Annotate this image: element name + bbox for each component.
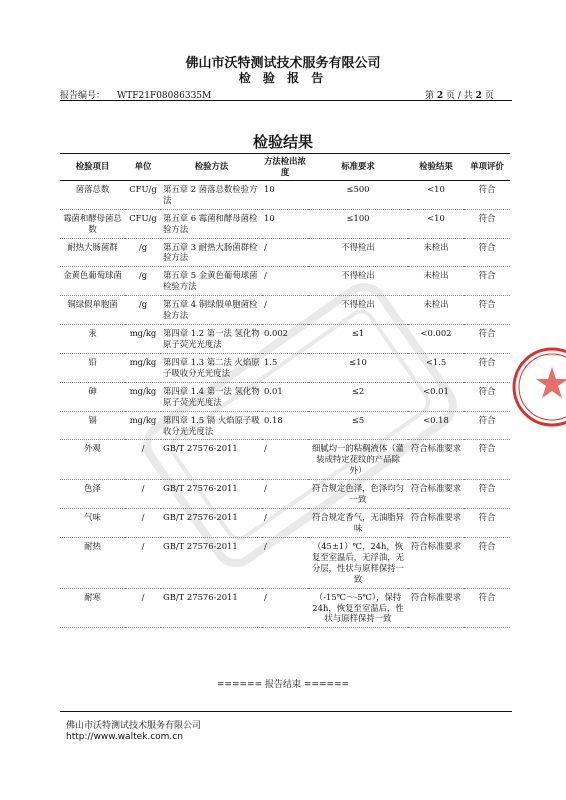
results-title: 检验结果 [252,133,313,151]
cell-unit: / [125,480,161,509]
cell-evaluation: 符合 [464,238,510,267]
cell-result: 符合标准要求 [408,588,464,628]
table-row [60,537,510,588]
footer-divider [60,711,512,712]
cell-item: 耐寒 [60,588,125,628]
table-row [60,509,510,538]
cell-unit: mg/kg [125,353,161,382]
cell-requirement: ≤5 [308,411,408,440]
cell-result: <0.01 [408,382,464,411]
cell-unit: / [125,537,161,588]
cell-detection-limit: / [262,238,308,267]
cell-item: 色泽 [60,480,125,509]
cell-detection-limit: / [262,296,308,325]
cell-method: 第五章 2 菌落总数检验方法 [161,180,262,209]
cell-requirement: 不得检出 [308,267,408,296]
cell-result: <1.5 [408,353,464,382]
footer-company: 佛山市沃特测试技术服务有限公司 [66,721,202,731]
cell-unit: CFU/g [125,180,161,209]
cell-unit: /g [125,267,161,296]
cell-result: 符合标准要求 [408,440,464,480]
cell-detection-limit: / [262,588,308,628]
cell-unit: / [125,509,161,538]
cell-item: 砷 [60,382,125,411]
table-row [60,440,510,480]
cell-item: 菌落总数 [60,180,125,209]
cell-requirement: （45±1）℃，24h，恢复至室温后，无浮油，无分层，性状与原样保持一致 [308,537,408,588]
cell-result: 未检出 [408,238,464,267]
report-end-marker: ====== 报告结束 ====== [216,680,350,690]
cell-item: 耐热 [60,537,125,588]
col-header-detection-limit: 方法检出浓度 [262,154,308,181]
cell-evaluation: 符合 [464,209,510,238]
cell-evaluation: 符合 [464,480,510,509]
cell-result: 符合标准要求 [408,537,464,588]
col-header-result: 检验结果 [408,154,464,181]
cell-detection-limit: / [262,537,308,588]
table-row [60,480,510,509]
cell-item: 汞 [60,325,125,354]
cell-requirement: （-15℃～-5℃），保持24h，恢复至室温后，性状与原样保持一致 [308,588,408,628]
cell-method: 第四章 1.4 第一法 氢化物原子荧光光度法 [161,382,262,411]
cell-evaluation: 符合 [464,382,510,411]
report-number-value: WTF21F08086335M [117,91,212,101]
table-row [60,353,510,382]
cell-detection-limit: / [262,509,308,538]
cell-unit: mg/kg [125,382,161,411]
cell-unit: /g [125,238,161,267]
cell-requirement: 符合规定香气，无油脂异味 [308,509,408,538]
cell-evaluation: 符合 [464,180,510,209]
table-row [60,382,510,411]
cell-item: 气味 [60,509,125,538]
cell-requirement: 细腻均一的粘稠液体（灌装成特定花纹的产品除外） [308,440,408,480]
cell-result: 符合标准要求 [408,480,464,509]
report-title: 检 验 报 告 [238,71,328,85]
cell-method: 第五章 6 霉菌和酵母菌检验方法 [161,209,262,238]
page-current: 2 [436,91,444,101]
cell-method: GB/T 27576-2011 [161,480,262,509]
table-row [60,411,510,440]
cell-evaluation: 符合 [464,440,510,480]
cell-detection-limit: 1.5 [262,353,308,382]
table-header-row [60,154,510,181]
cell-item: 外观 [60,440,125,480]
cell-method: GB/T 27576-2011 [161,588,262,628]
cell-requirement: 符合规定色泽，色泽均匀一致 [308,480,408,509]
cell-result: <10 [408,209,464,238]
cell-evaluation: 符合 [464,267,510,296]
cell-requirement: ≤100 [308,209,408,238]
cell-method: 第四章 1.2 第一法 氢化物原子荧光光度法 [161,325,262,354]
cell-requirement: 不得检出 [308,238,408,267]
cell-item: 铅 [60,353,125,382]
cell-detection-limit: / [262,267,308,296]
seal-graphic [510,345,566,429]
cell-item: 耐热大肠菌群 [60,238,125,267]
company-seal [510,345,566,429]
header-divider [60,100,512,101]
cell-evaluation: 符合 [464,325,510,354]
cell-result: <10 [408,180,464,209]
cell-result: 符合标准要求 [408,509,464,538]
cell-requirement: ≤10 [308,353,408,382]
report-number-label: 报告编号： [60,91,106,101]
cell-item: 铜绿假单胞菌 [60,296,125,325]
cell-unit: mg/kg [125,411,161,440]
cell-item: 镉 [60,411,125,440]
cell-requirement: ≤500 [308,180,408,209]
cell-method: GB/T 27576-2011 [161,509,262,538]
footer-url: http://www.waltek.com.cn [66,732,183,742]
company-title: 佛山市沃特测试技术服务有限公司 [185,56,381,71]
cell-unit: CFU/g [125,209,161,238]
cell-requirement: ≤1 [308,325,408,354]
cell-method: 第五章 3 耐热大肠菌群检验方法 [161,238,262,267]
page-prefix: 第 [425,91,435,101]
col-header-evaluation: 单项评价 [464,154,510,181]
cell-method: 第五章 4 铜绿假单胞菌检验方法 [161,296,262,325]
cell-detection-limit: 10 [262,180,308,209]
table-row [60,296,510,325]
col-header-method: 检验方法 [161,154,262,181]
cell-method: 第四章 1.3 第二法 火焰原子吸收分光光度法 [161,353,262,382]
cell-item: 霉菌和酵母菌总数 [60,209,125,238]
table-row [60,238,510,267]
cell-item: 金黄色葡萄球菌 [60,267,125,296]
table-row [60,267,510,296]
cell-method: 第四章 1.5 镉 火焰原子吸收分光光度法 [161,411,262,440]
cell-method: 第五章 5 金黄色葡萄球菌检验方法 [161,267,262,296]
cell-method: GB/T 27576-2011 [161,440,262,480]
cell-unit: / [125,588,161,628]
page-mid: 页 / 共 [446,91,473,101]
cell-method: GB/T 27576-2011 [161,537,262,588]
table-row [60,588,510,628]
cell-unit: / [125,440,161,480]
results-table [60,153,510,628]
col-header-requirement: 标准要求 [308,154,408,181]
table-row [60,180,510,209]
results-table-body [60,180,510,628]
page-suffix: 页 [484,91,494,101]
table-row [60,209,510,238]
cell-detection-limit: 10 [262,209,308,238]
cell-unit: mg/kg [125,325,161,354]
cell-evaluation: 符合 [464,588,510,628]
cell-result: <0.002 [408,325,464,354]
cell-detection-limit: 0.18 [262,411,308,440]
col-header-item: 检验项目 [60,154,125,181]
cell-result: 未检出 [408,296,464,325]
cell-evaluation: 符合 [464,411,510,440]
cell-detection-limit: 0.01 [262,382,308,411]
cell-evaluation: 符合 [464,296,510,325]
page-total: 2 [475,91,482,101]
table-row [60,325,510,354]
cell-detection-limit: / [262,440,308,480]
cell-requirement: ≤2 [308,382,408,411]
cell-detection-limit: / [262,480,308,509]
col-header-unit: 单位 [125,154,161,181]
cell-evaluation: 符合 [464,509,510,538]
cell-evaluation: 符合 [464,537,510,588]
cell-result: 未检出 [408,267,464,296]
cell-requirement: 不得检出 [308,296,408,325]
cell-detection-limit: 0.002 [262,325,308,354]
cell-evaluation: 符合 [464,353,510,382]
cell-unit: /g [125,296,161,325]
cell-result: <0.18 [408,411,464,440]
